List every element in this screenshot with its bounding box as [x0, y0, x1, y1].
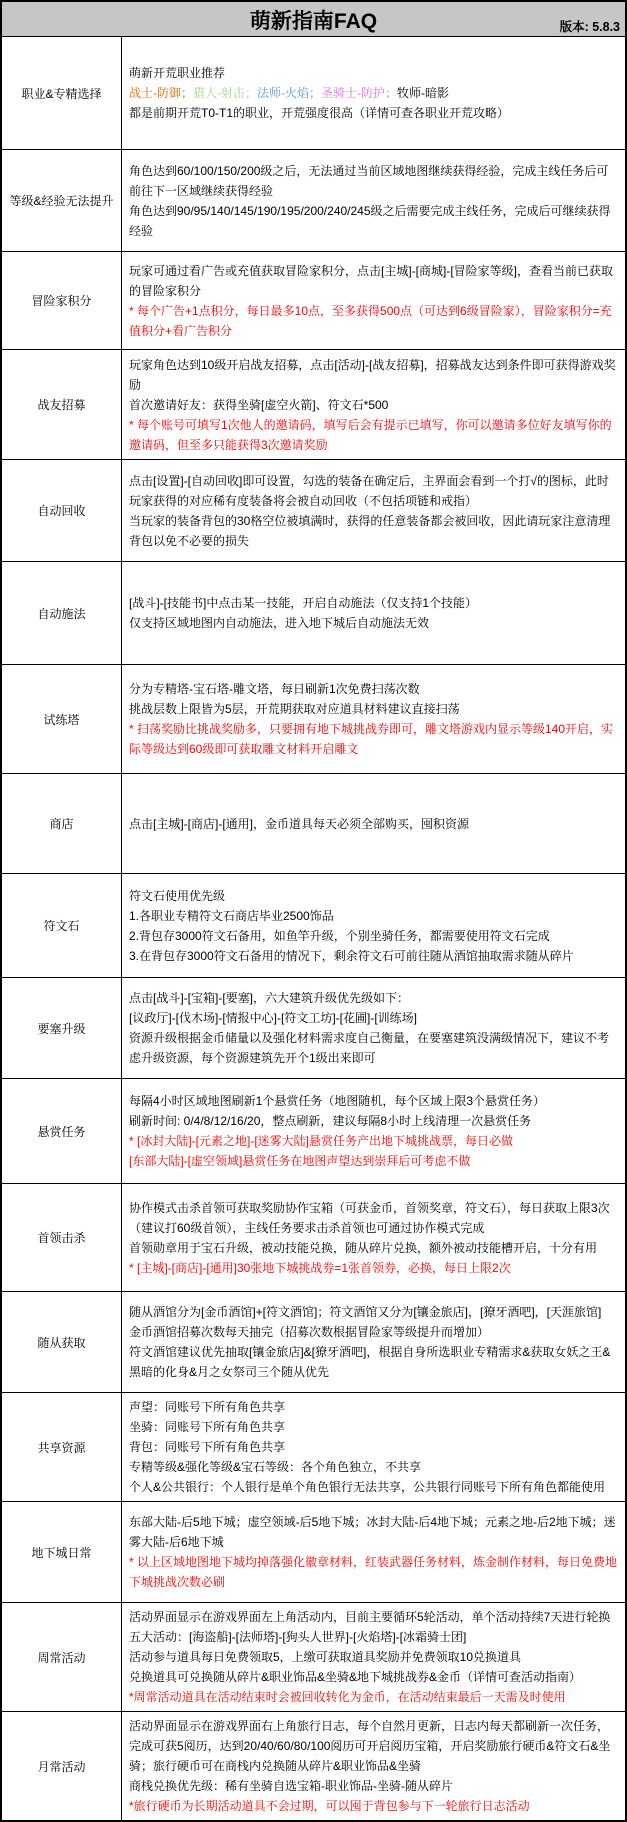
content-line [129, 1512, 619, 1552]
plain-text: 活动界面显示在游戏界面左上角活动内，目前主要循环5轮活动，单个活动持续7天进行轮换 [129, 1610, 611, 1624]
row-label: 地下城日常 [2, 1502, 122, 1602]
content-line [129, 1342, 619, 1382]
plain-text: 3.在背包存3000符文石备用的情况下，剩余符文石可前往随从酒馆抽取需求随从碎片 [129, 948, 574, 963]
row-label: 符文石 [2, 874, 122, 977]
faq-row [2, 1501, 625, 1602]
content-line [129, 613, 619, 633]
content-line [129, 63, 619, 83]
content-line [129, 1397, 619, 1417]
plain-text: 点击[主城]-[商店]-[通用]，金币道具每天必须全部购买，囤积资源 [129, 816, 469, 831]
faq-row [2, 459, 625, 561]
row-label: 周常活动 [2, 1603, 122, 1711]
row-content [122, 1184, 625, 1291]
plain-text: 都是前期开荒T0-T1的职业，开荒强度很高（详情可查各职业开荒攻略） [129, 106, 510, 120]
content-line [129, 83, 619, 103]
row-label: 自动施法 [2, 562, 122, 664]
red-text: * [主城]-[商店]-[通用]30张地下城挑战券=1张首领券，必换，每日上限2次 [129, 1260, 511, 1275]
mage-text: 法师-火焰； [257, 86, 321, 100]
content-line [129, 201, 619, 241]
row-content [122, 978, 625, 1078]
row-label: 自动回收 [2, 460, 122, 561]
plain-text: 刷新时间: 0/4/8/12/16/20，整点刷新，建议每隔8小时上线清理一次悬赏任务 [129, 1114, 532, 1128]
content-line [129, 1151, 619, 1171]
content-line [129, 1552, 619, 1592]
row-label: 商店 [2, 774, 122, 873]
plain-text: 仅支持区域地图内自动施法，进入地下城后自动施法无效 [129, 616, 430, 630]
content-line [129, 1238, 619, 1258]
content-line [129, 1477, 619, 1497]
content-line [129, 261, 619, 301]
row-label: 共享资源 [2, 1393, 122, 1501]
plain-text: 商栈兑换优先级：稀有坐骑自选宝箱-职业饰品-坐骑-随从碎片 [129, 1779, 453, 1793]
plain-text: 资源升级根据金币储量以及强化材料需求度自己衡量，在要塞建筑没满级情况下，建议不考虑升级资源，每个资源建筑先开个1级出来即可 [129, 1031, 610, 1065]
faq-row [2, 1291, 625, 1392]
version-label: 版本: 5.8.3 [559, 20, 620, 34]
row-label: 职业&专精选择 [2, 37, 122, 149]
content-line [129, 814, 619, 834]
faq-row [2, 873, 625, 977]
plain-text: 协作模式击杀首领可获取奖励协作宝箱（可获金币，首领奖章，符文石），每日获取上限3次（建议打60级首领），主线任务要求击杀首领也可通过协作模式完成 [129, 1200, 610, 1235]
plain-text: 每隔4小时区域地图刷新1个悬赏任务（地图随机，每个区域上限3个悬赏任务） [129, 1094, 546, 1108]
faq-row [2, 1183, 625, 1291]
plain-text: 牧师-暗影 [397, 86, 449, 100]
red-text: * 每个广告+1点积分，每日最多10点，至多获得500点（可达到6级冒险家），冒险家积分=充值积分+看广告积分 [129, 303, 612, 338]
red-text: * 每个账号可填写1次他人的邀请码，填写后会有提示已填写，你可以邀请多位好友填写你的邀请码，但至多只能获得3次邀请奖励 [129, 417, 612, 452]
plain-text: 首次邀请好友：获得坐骑[虚空火箭]、符文石*500 [129, 397, 389, 412]
content-line [129, 1437, 619, 1457]
faq-row [2, 773, 625, 873]
faq-rows [2, 37, 625, 1820]
faq-row [2, 1711, 625, 1820]
row-label: 试练塔 [2, 665, 122, 773]
faq-row [2, 349, 625, 459]
plain-text: 玩家可通过看广告或充值获取冒险家积分，点击[主城]-[商城]-[冒险家等级]，查看当前已获取的冒险家积分 [129, 263, 613, 298]
paladin-text: 圣骑士-防护； [321, 86, 397, 100]
faq-row [2, 561, 625, 664]
content-line [129, 415, 619, 455]
plain-text: 2.背包存3000符文石备用，如鱼竿升级，个别坐骑任务，都需要使用符文石完成 [129, 928, 550, 943]
row-content [122, 774, 625, 873]
content-line [129, 1111, 619, 1131]
content-line [129, 355, 619, 395]
content-line [129, 471, 619, 511]
row-content [122, 1079, 625, 1183]
content-line [129, 1417, 619, 1437]
content-line [129, 1716, 619, 1776]
plain-text: [战斗]-[技能书]中点击某一技能，开启自动施法（仅支持1个技能） [129, 596, 478, 610]
plain-text: 随从酒馆分为[金币酒馆]+[符文酒馆]；符文酒馆又分为[镶金旅店]，[獠牙酒吧]，[天涯旅馆] [129, 1305, 602, 1319]
row-label: 要塞升级 [2, 978, 122, 1078]
hunter-text: 猎人-射击； [193, 86, 257, 100]
sheet-header [2, 2, 625, 37]
faq-row [2, 1392, 625, 1501]
plain-text: [议政厅]-[伐木场]-[情报中心]-[符文工坊]-[花圃]-[训练场] [129, 1011, 417, 1025]
content-line [129, 988, 619, 1008]
content-line [129, 1687, 619, 1707]
plain-text: 个人&公共银行：个人银行是单个角色银行无法共享，公共银行同账号下所有角色都能使用 [129, 1480, 606, 1494]
plain-text: 声望：同账号下所有角色共享 [129, 1400, 286, 1414]
row-label: 首领击杀 [2, 1184, 122, 1291]
plain-text: 萌新开荒职业推荐 [129, 66, 226, 80]
red-text: * 以上区域地图地下城均掉落强化徽章材料，红装武器任务材料，炼金制作材料，每日免费地下城挑战次数必刷 [129, 1555, 618, 1589]
plain-text: 1.各职业专精符文石商店毕业2500饰品 [129, 908, 334, 923]
plain-text: 角色达到60/100/150/200级之后，无法通过当前区域地图继续获得经验，完成主线任务后可前往下一区域继续获得经验 [129, 163, 609, 198]
row-content [122, 1712, 625, 1820]
faq-row [2, 664, 625, 773]
row-label: 悬赏任务 [2, 1079, 122, 1183]
content-line [129, 1258, 619, 1278]
faq-row [2, 1078, 625, 1183]
content-line [129, 886, 619, 906]
row-label: 冒险家积分 [2, 252, 122, 349]
plain-text: 东部大陆-后5地下城；虚空领域-后5地下城；冰封大陆-后4地下城；元素之地-后2地下城；迷雾大陆-后6地下城 [129, 1515, 616, 1549]
content-line [129, 679, 619, 699]
row-content [122, 1502, 625, 1602]
content-line [129, 1667, 619, 1687]
plain-text: 符文酒馆建议优先抽取[镶金旅店]&[獠牙酒吧]，根据自身所选职业专精需求&获取女妖之王&黑暗的化身&月之女祭司三个随从优先 [129, 1345, 611, 1379]
plain-text: 活动界面显示在游戏界面右上角旅行日志，每个自然月更新，日志内每天都刷新一次任务，完成可获5阅历，达到20/40/60/80/100阅历可开启阅历宝箱，开启奖励旅行硬币&符文石&坐骑；旅行硬币可在商栈内兑换随从碎片&职业饰品&坐骑 [129, 1719, 611, 1773]
row-content [122, 562, 625, 664]
content-line [129, 1627, 619, 1647]
content-line [129, 1028, 619, 1068]
faq-row [2, 149, 625, 251]
content-line [129, 161, 619, 201]
plain-text: 坐骑：同账号下所有角色共享 [129, 1420, 286, 1434]
content-line [129, 103, 619, 123]
plain-text: 符文石使用优先级 [129, 888, 226, 903]
warrior-text: 战士-防御； [129, 86, 193, 100]
plain-text: 背包：同账号下所有角色共享 [129, 1440, 286, 1454]
content-line [129, 1647, 619, 1667]
row-content [122, 150, 625, 251]
plain-text: 点击[设置]-[自动回收]即可设置，勾选的装备在确定后，主界面会看到一个打√的图标，此时玩家获得的对应稀有度装备将会被自动回收（不包括项链和戒指） [129, 473, 609, 508]
plain-text: 专精等级&强化等级&宝石等级：各个角色独立，不共享 [129, 1460, 422, 1474]
plain-text: 活动参与道具每日免费领取5，上缴可获取道具奖励并免费领取10兑换道具 [129, 1650, 522, 1664]
content-line [129, 926, 619, 946]
plain-text: 首领勋章用于宝石升级，被动技能兑换，随从碎片兑换，额外被动技能槽开启，十分有用 [129, 1240, 598, 1255]
content-line [129, 1198, 619, 1238]
plain-text: 玩家角色达到10级开启战友招募，点击[活动]-[战友招募]，招募战友达到条件即可获得游戏奖励 [129, 357, 616, 392]
row-label: 战友招募 [2, 350, 122, 459]
content-line [129, 1457, 619, 1477]
plain-text: 挑战层数上限皆为5层，开荒期获取对应道具材料建议直接扫荡 [129, 702, 460, 716]
row-label: 等级&经验无法提升 [2, 150, 122, 251]
content-line [129, 719, 619, 759]
content-line [129, 1008, 619, 1028]
content-line [129, 593, 619, 613]
plain-text: 兑换道具可兑换随从碎片&职业饰品&坐骑&地下城挑战券&金币（详情可查活动指南） [129, 1670, 582, 1684]
content-line [129, 1776, 619, 1796]
content-line [129, 1302, 619, 1322]
content-line [129, 1131, 619, 1151]
faq-row [2, 37, 625, 149]
row-content [122, 1603, 625, 1711]
faq-row [2, 251, 625, 349]
plain-text: 分为专精塔-宝石塔-雕文塔，每日刷新1次免费扫荡次数 [129, 682, 420, 696]
row-content [122, 252, 625, 349]
red-text: * 扫荡奖励比挑战奖励多，只要拥有地下城挑战券即可，雕文塔游戏内显示等级140开启，实际等级达到60级即可获取雕文材料开启雕文 [129, 722, 614, 756]
content-line [129, 1091, 619, 1111]
content-line [129, 946, 619, 966]
content-line [129, 1796, 619, 1816]
page-title: 萌新指南FAQ [249, 10, 378, 33]
faq-row [2, 977, 625, 1078]
row-content [122, 460, 625, 561]
row-content [122, 37, 625, 149]
plain-text: 点击[战斗]-[宝箱]-[要塞]，六大建筑升级优先级如下： [129, 991, 409, 1005]
red-text: * [冰封大陆]-[元素之地]-[迷雾大陆]悬赏任务产出地下城挑战票，每日必做 [129, 1134, 514, 1148]
content-line [129, 699, 619, 719]
row-content [122, 1393, 625, 1501]
plain-text: 当玩家的装备背包的30格空位被填满时，获得的任意装备都会被回收，因此请玩家注意清理背包以免不必要的损失 [129, 513, 611, 548]
row-content [122, 350, 625, 459]
content-line [129, 1322, 619, 1342]
content-line [129, 511, 619, 551]
row-content [122, 874, 625, 977]
red-text: [东部大陆]-[虚空领域]悬赏任务在地图声望达到崇拜后可考虑不做 [129, 1154, 471, 1168]
red-text: *旅行硬币为长期活动道具不会过期，可以囤于背包参与下一轮旅行日志活动 [129, 1799, 530, 1813]
row-content [122, 1292, 625, 1392]
content-line [129, 301, 619, 341]
row-content [122, 665, 625, 773]
row-label: 随从获取 [2, 1292, 122, 1392]
faq-row [2, 1602, 625, 1711]
content-line [129, 906, 619, 926]
plain-text: 五大活动：[海盗船]-[法师塔]-[狗头人世界]-[火焰塔]-[冰霜骑士团] [129, 1630, 467, 1644]
plain-text: 金币酒馆招募次数每天抽完（招募次数根据冒险家等级提升而增加） [129, 1325, 490, 1339]
red-text: *周常活动道具在活动结束时会被回收转化为金币，在活动结束最后一天需及时使用 [129, 1690, 566, 1704]
row-label: 月常活动 [2, 1712, 122, 1820]
plain-text: 角色达到90/95/140/145/190/195/200/240/245级之后需要完成主线任务，完成后可继续获得经验 [129, 203, 611, 238]
content-line [129, 1607, 619, 1627]
content-line [129, 395, 619, 415]
